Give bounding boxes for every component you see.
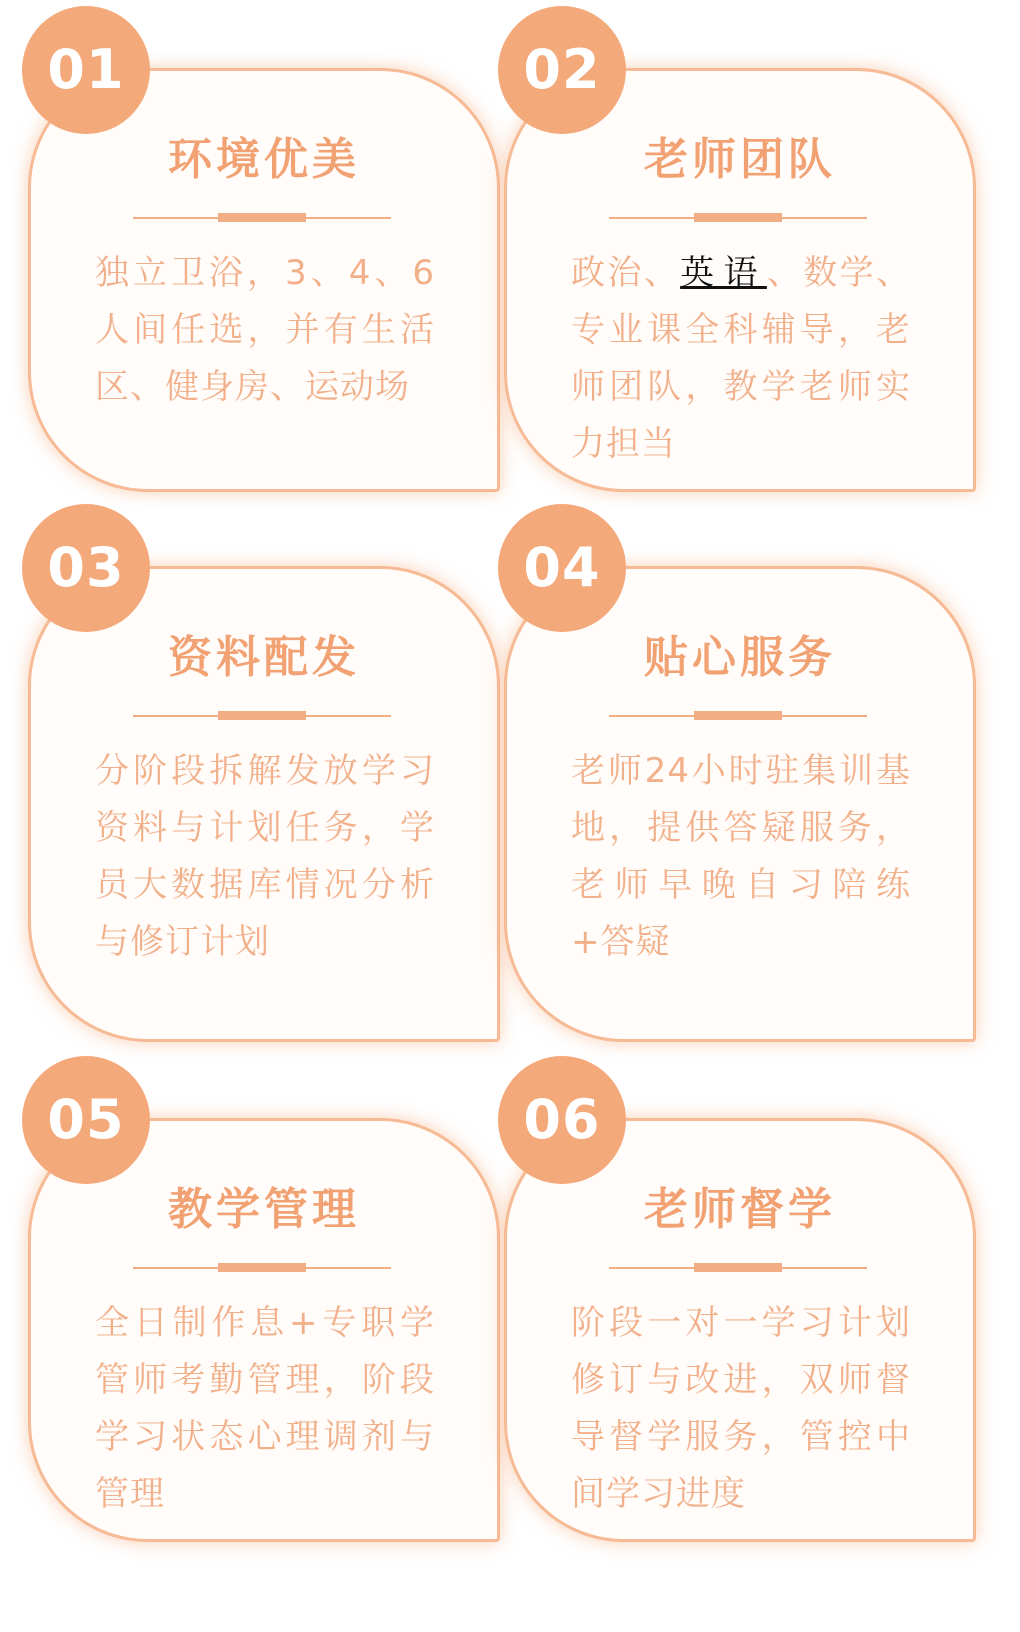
title-divider [609,715,867,717]
feature-card-materials [28,566,500,1042]
desc-text-after: 、数学、专业课全科辅导，老师团队，教学老师实力担当 [571,253,911,464]
divider-accent [694,711,782,720]
card-title: 老师督学 [644,1184,836,1235]
divider-accent [694,1263,782,1272]
desc-text-before: 政治、 [571,253,681,293]
card-description: 分阶段拆解发放学习资料与计划任务，学员大数据库情况分析与修订计划 [95,751,435,962]
card-number-badge: 05 [22,1056,150,1184]
card-number-badge: 06 [498,1056,626,1184]
card-number-badge: 01 [22,6,150,134]
card-number-badge: 03 [22,504,150,632]
divider-accent [694,213,782,222]
card-title: 资料配发 [168,632,360,683]
card-title: 贴心服务 [644,632,836,683]
card-description [571,245,911,473]
card-description: 阶段一对一学习计划修订与改进，双师督导督学服务，管控中间学习进度 [571,1303,911,1514]
card-title: 老师团队 [644,134,836,185]
title-divider [609,217,867,219]
divider-accent [218,711,306,720]
card-description: 全日制作息+专职学管师考勤管理，阶段学习状态心理调剂与管理 [95,1303,435,1514]
feature-card-service [504,566,976,1042]
card-title: 环境优美 [168,134,360,185]
card-number-badge: 04 [498,504,626,632]
card-description: 老师24小时驻集训基地，提供答疑服务，老师早晚自习陪练+答疑 [571,751,911,962]
english-link[interactable]: 英语 [680,253,767,293]
title-divider [609,1267,867,1269]
card-description: 独立卫浴，3、4、6人间任选，并有生活区、健身房、运动场 [95,253,435,407]
divider-accent [218,1263,306,1272]
card-title: 教学管理 [168,1184,360,1235]
title-divider [133,217,391,219]
title-divider [133,1267,391,1269]
title-divider [133,715,391,717]
card-number-badge: 02 [498,6,626,134]
divider-accent [218,213,306,222]
